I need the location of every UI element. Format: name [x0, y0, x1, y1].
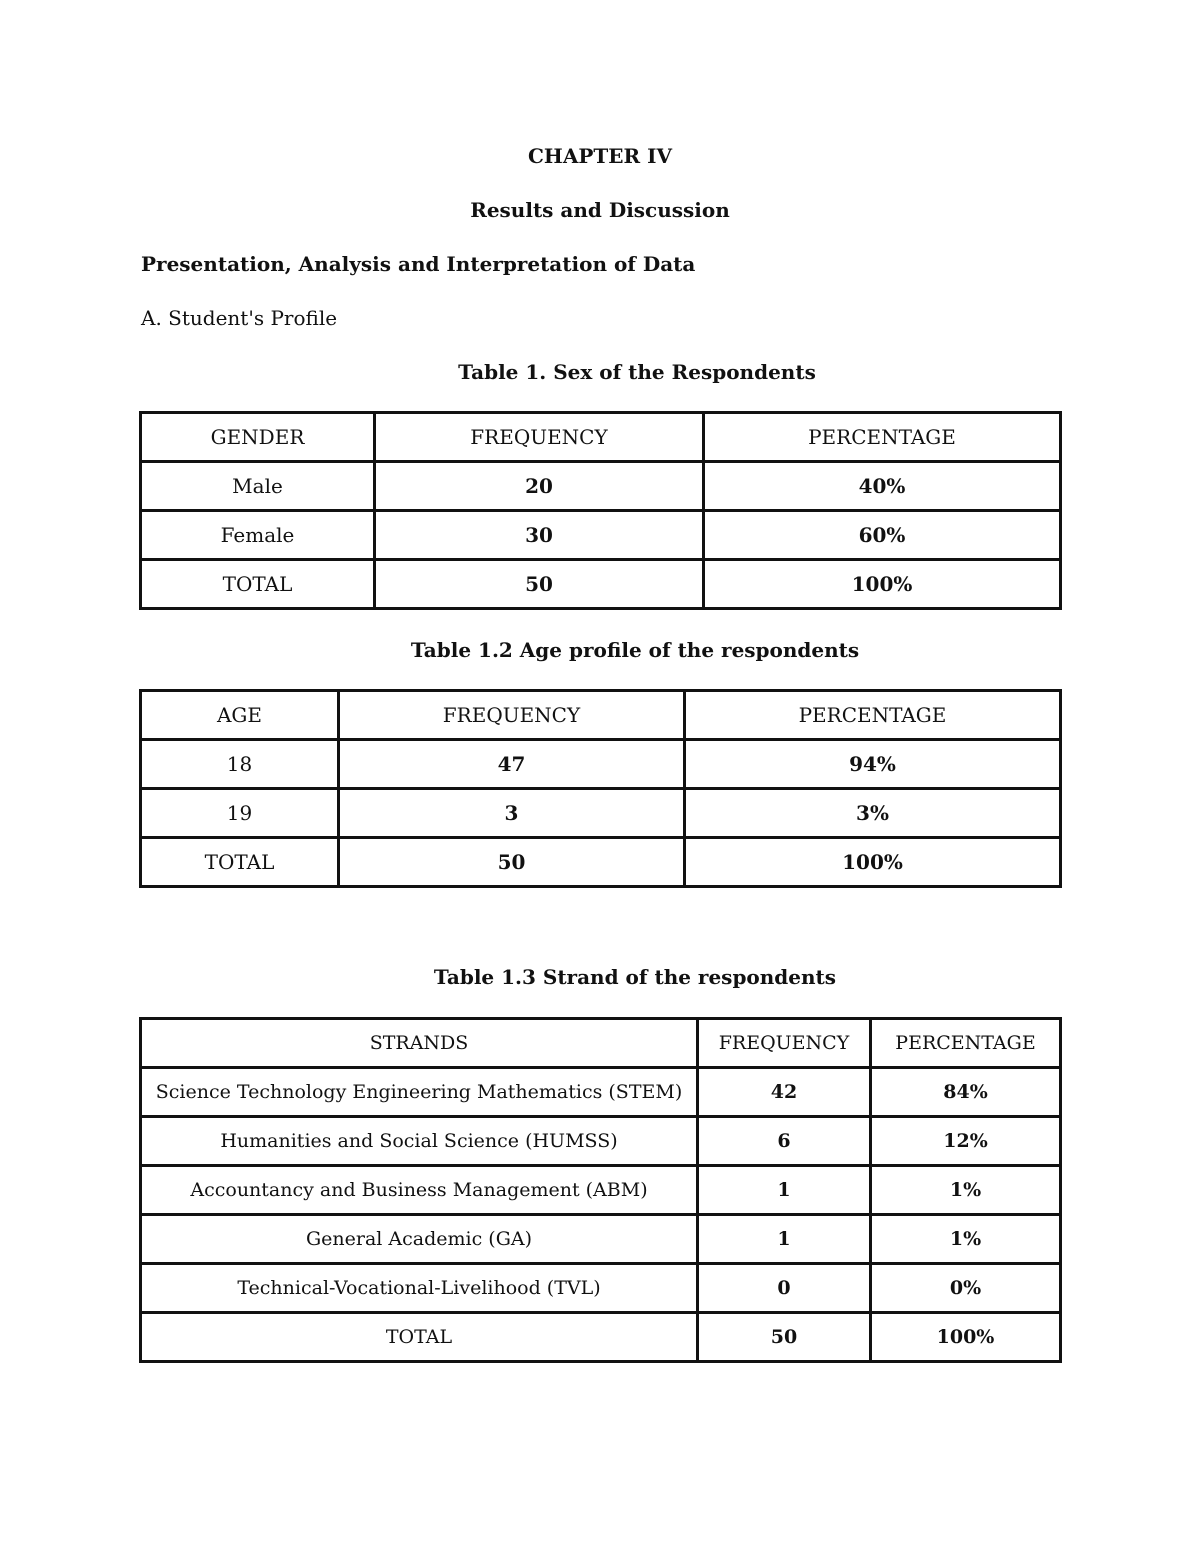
header-cell: FREQUENCY: [698, 1019, 871, 1068]
table1-caption: Table 1. Sex of the Respondents: [458, 360, 816, 384]
table-cell: TOTAL: [141, 838, 339, 887]
table-cell: Technical-Vocational-Livelihood (TVL): [141, 1264, 698, 1313]
table-total-row: [141, 1313, 1061, 1362]
table-cell: 94%: [685, 740, 1061, 789]
table-cell: 0%: [871, 1264, 1061, 1313]
table-cell: 20: [375, 462, 704, 511]
header-cell: AGE: [141, 691, 339, 740]
table-cell: 47: [339, 740, 685, 789]
header-cell: PERCENTAGE: [685, 691, 1061, 740]
table-cell: 100%: [871, 1313, 1061, 1362]
header-cell: STRANDS: [141, 1019, 698, 1068]
table-row: [141, 1166, 1061, 1215]
table-cell: 100%: [685, 838, 1061, 887]
table-cell: 0: [698, 1264, 871, 1313]
header-cell: FREQUENCY: [339, 691, 685, 740]
header-cell: FREQUENCY: [375, 413, 704, 462]
subheading: Presentation, Analysis and Interpretation of Data: [141, 252, 696, 276]
table-cell: Male: [141, 462, 375, 511]
table-cell: TOTAL: [141, 560, 375, 609]
table-cell: Science Technology Engineering Mathematics (STEM): [141, 1068, 698, 1117]
table-row: [141, 1264, 1061, 1313]
table-cell: 100%: [704, 560, 1061, 609]
table-cell: 30: [375, 511, 704, 560]
header-cell: PERCENTAGE: [704, 413, 1061, 462]
table-cell: 40%: [704, 462, 1061, 511]
table3-caption: Table 1.3 Strand of the respondents: [433, 965, 837, 989]
section-title: Results and Discussion: [470, 198, 730, 222]
table-cell: 3%: [685, 789, 1061, 838]
table-cell: 3: [339, 789, 685, 838]
table-total-row: [141, 560, 1061, 609]
table-row: [141, 1068, 1061, 1117]
table-row: [141, 1117, 1061, 1166]
table-cell: 18: [141, 740, 339, 789]
table-sex-of-respondents: [139, 411, 1062, 610]
table-cell: 1: [698, 1215, 871, 1264]
table-cell: 1%: [871, 1166, 1061, 1215]
table-cell: 12%: [871, 1117, 1061, 1166]
table-cell: 50: [339, 838, 685, 887]
table-total-row: [141, 838, 1061, 887]
table2-caption: Table 1.2 Age profile of the respondents: [410, 638, 860, 662]
table-row: [141, 1215, 1061, 1264]
table-cell: TOTAL: [141, 1313, 698, 1362]
table-cell: 60%: [704, 511, 1061, 560]
subsection-label: A. Student's Profile: [141, 306, 338, 330]
table-row: [141, 511, 1061, 560]
table-cell: Female: [141, 511, 375, 560]
table-cell: 50: [375, 560, 704, 609]
header-cell: GENDER: [141, 413, 375, 462]
table-cell: Accountancy and Business Management (ABM): [141, 1166, 698, 1215]
table-cell: 84%: [871, 1068, 1061, 1117]
table-header-row: [141, 1019, 1061, 1068]
table-row: [141, 789, 1061, 838]
table-header-row: [141, 413, 1061, 462]
table-cell: 42: [698, 1068, 871, 1117]
table-row: [141, 740, 1061, 789]
table-row: [141, 462, 1061, 511]
table-cell: 1: [698, 1166, 871, 1215]
table-strand-of-respondents: [139, 1017, 1062, 1363]
table-cell: Humanities and Social Science (HUMSS): [141, 1117, 698, 1166]
chapter-heading: CHAPTER IV: [528, 144, 672, 168]
table-cell: 6: [698, 1117, 871, 1166]
table-cell: 1%: [871, 1215, 1061, 1264]
table-age-profile: [139, 689, 1062, 888]
table-cell: 50: [698, 1313, 871, 1362]
table-header-row: [141, 691, 1061, 740]
header-cell: PERCENTAGE: [871, 1019, 1061, 1068]
table-cell: General Academic (GA): [141, 1215, 698, 1264]
table-cell: 19: [141, 789, 339, 838]
